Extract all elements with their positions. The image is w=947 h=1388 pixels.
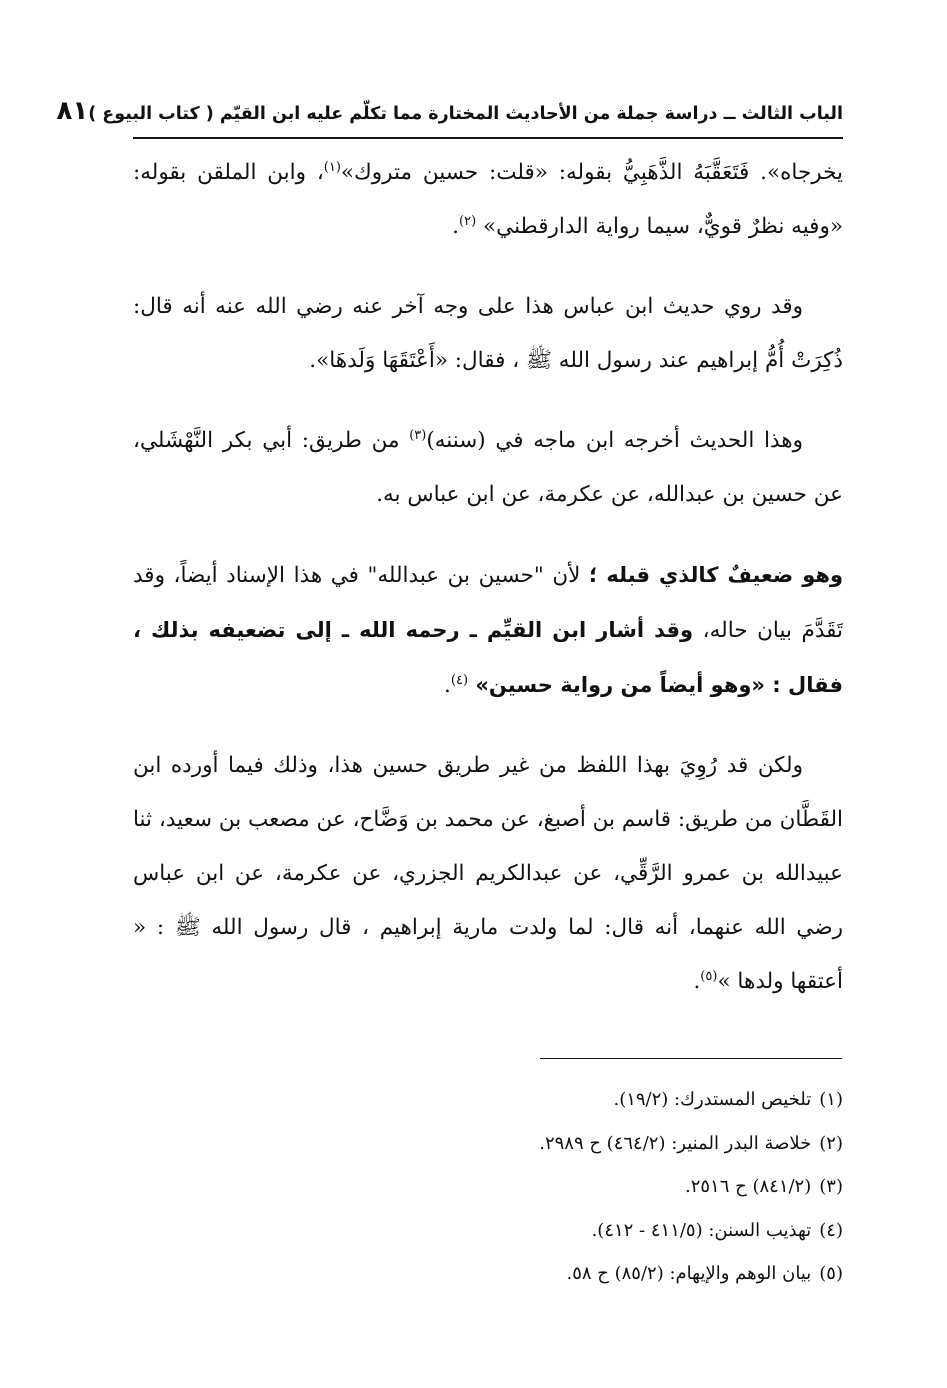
footnote-ref[interactable]: (٤) [450,672,469,688]
text-run: من طريق: أبي بكر النَّهْشَلي، عن حسين بن عبدالله، عن عكرمة، عن ابن عباس به. [133,428,843,507]
footnote [133,1078,843,1122]
footnote-ref[interactable]: (٢) [459,213,477,229]
footnote-number: (٢) [819,1132,843,1154]
text-run: ولكن قد رُوِيَ بهذا اللفظ من غير طريق حسين هذا، وذلك فيما أورده ابن القَطَّان من طريق: قاسم بن أصبغ، عن محمد بن وَضَّاح، عن مصعب بن سعيد، ثنا عبيدالله بن عمرو الرَّقِّي، عن عبدالكريم الجزري، عن عكرمة، عن ابن عباس رضي الله عنهما، أنه قال: لما ولدت مارية إبراهيم ، قال رسول الله ﷺ : « أعتقها ولدها » [133,753,843,994]
footnote-ref[interactable]: (١) [323,159,341,175]
footnote-text: بيان الوهم والإيهام: (٨٥/٢) ح ٥٨. [566,1263,812,1284]
paragraph [133,146,843,254]
footnote-number: (٤) [819,1219,843,1241]
text-run: . [452,214,460,239]
footnote [133,1252,843,1296]
text-run: . [693,969,701,994]
text-run: وقد روي حديث ابن عباس هذا على وجه آخر عنه رضي الله عنه أنه قال: ذُكِرَتْ أُمُّ إبراهيم عند رسول الله ﷺ ، فقال: «أَعْتَقَهَا وَلَدهَا». [133,294,843,373]
paragraph [133,548,843,713]
footnote [133,1122,843,1166]
paragraph [133,739,843,1009]
footnote-text: تلخيص المستدرك: (١٩/٢). [613,1089,812,1110]
text-run: يخرجاه». فَتَعَقَّبَهُ الذَّهَبِيُّ بقوله: «قلت: حسين متروك» [340,160,843,185]
paragraph [133,414,843,522]
text-run: . [444,673,451,698]
running-header [56,96,843,126]
footnote [133,1209,843,1253]
header-title: الباب الثالث ــ دراسة جملة من الأحاديث المختارة مما تكلّم عليه ابن القيّم ( كتاب البيوع ) [88,104,843,124]
footnote [133,1165,843,1209]
page-number: ٨١ [56,96,89,126]
footnote-ref[interactable]: (٥) [700,968,718,984]
footnotes [133,1078,843,1296]
header-rule [133,137,843,139]
text-run: وهذا الحديث أخرجه ابن ماجه في (سننه) [426,428,803,453]
footnote-number: (٥) [819,1263,843,1284]
text-run: لأن "حسين بن عبدالله" في هذا الإسناد أيضاً، وقد تَقَدَّمَ بيان حاله، [133,563,843,643]
footnote-ref[interactable]: (٣) [409,427,427,443]
text-run: ، وابن الملقن بقوله: «وفيه نظرٌ قويٌّ، سيما رواية الدارقطني» [133,160,843,239]
text-run: وقد أشار ابن القيِّم ـ رحمه الله ـ إلى تضعيفه بذلك ، فقال : «وهو أيضاً من رواية حسين» [133,618,843,697]
footnote-number: (٣) [819,1176,843,1197]
text-run: وهو ضعيفٌ كالذي قبله ؛ [588,563,843,587]
footnote-separator [540,1058,842,1059]
footnote-text: (٨٤١/٢) ح ٢٥١٦. [684,1176,812,1197]
footnote-number: (١) [819,1089,843,1110]
footnote-text: تهذيب السنن: (٤١١/٥ - ٤١٢). [591,1219,812,1241]
main-text [133,146,843,1035]
paragraph [133,280,843,388]
footnote-text: خلاصة البدر المنير: (٤٦٤/٢) ح ٢٩٨٩. [539,1132,812,1154]
